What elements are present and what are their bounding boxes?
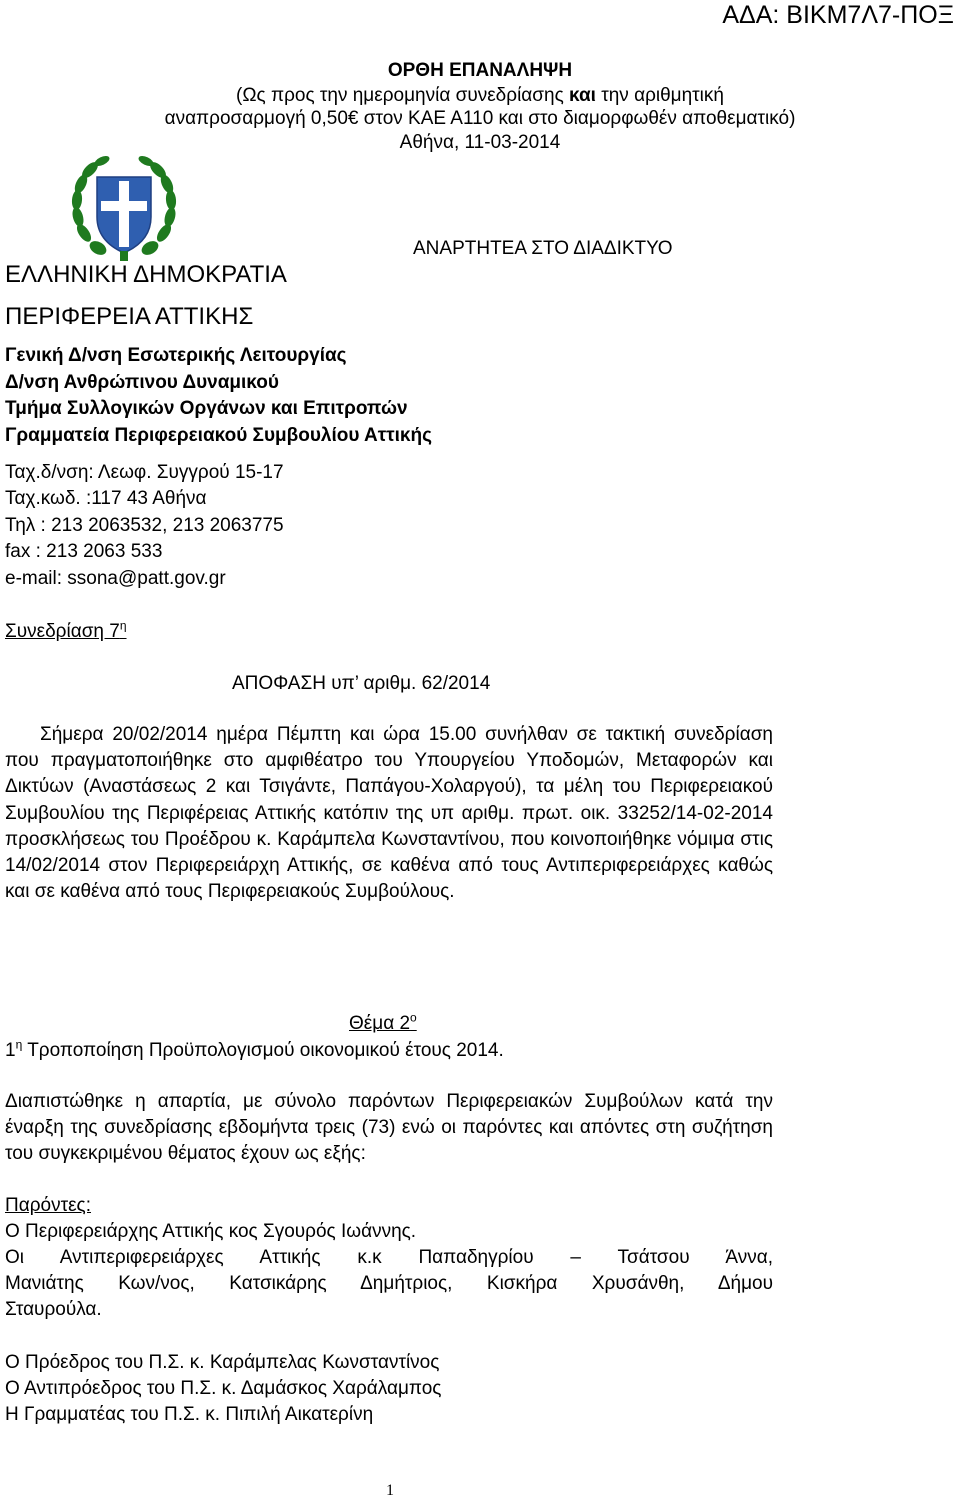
dept-line-1: Γενική Δ/νση Εσωτερικής Λειτουργίας: [5, 345, 347, 366]
address-fax: fax : 213 2063 533: [5, 541, 163, 562]
header-note-line1: (Ως προς την ημερομηνία συνεδρίασης και την αριθμητική: [236, 85, 724, 106]
topic-label: Θέμα $2^o$: [349, 1010, 417, 1034]
quorum-paragraph: Διαπιστώθηκε η απαρτία, με σύνολο παρόντων Περιφερειακών Συμβούλων κατά την έναρξη της συνεδρίασης εβδομήντα τρεις (73) ενώ οι παρόντες και απόντες στη συζήτηση του συγκεκριμένου θέματος έχουν ως εξής:: [5, 1091, 773, 1165]
present-governor: Ο Περιφερειάρχης Αττικής κος Σγουρός Ιωάννης.: [5, 1221, 417, 1242]
republic-heading: ΕΛΛΗΝΙΚΗ ΔΗΜΟΚΡΑΤΙΑ: [5, 261, 287, 288]
intro-paragraph: Σήμερα 20/02/2014 ημέρα Πέμπτη και ώρα 15.00 συνήλθαν σε τακτική συνεδρίαση που πραγματοποιήθηκε στο αμφιθέατρο του Υπουργείου Υποδομών, Μεταφορών και Δικτύων (Αναστάσεως 2 και Τσιγάντε, Παπάγου-Χολαργού), τα μέλη του Περιφερειακού Συμβουλίου της Περιφέρειας Αττικής κατόπιν της υπ αριθμ. πρωτ. οικ. 33252/14-02-2014 προσκλήσεως του Προέδρου κ. Καράμπελα Κωνσταντίνου, που κοινοποιήθηκε νόμιμα στις 14/02/2014 στον Περιφερειάρχη Αττικής, σε καθένα από τους Αντιπεριφερειάρχες καθώς και σε καθένα από τους Περιφερειακούς Συμβούλους.: [5, 724, 773, 903]
address-email: e-mail: ssona@patt.gov.gr: [5, 568, 226, 589]
officer-president: Ο Πρόεδρος του Π.Σ. κ. Καράμπελας Κωνσταντίνος: [5, 1352, 440, 1373]
topic-title: $1^\eta$ Τροποποίηση Προϋπολογισμού οικονομικού έτους 2014.: [5, 1037, 504, 1061]
session-label: Συνεδρίαση $7^\eta$: [5, 618, 127, 642]
present-vice-line-3: Σταυρούλα.: [5, 1299, 102, 1320]
address-phone: Τηλ : 213 2063532, 213 2063775: [5, 515, 284, 536]
address-postcode: Ταχ.κωδ. :117 43 Αθήνα: [5, 488, 207, 509]
decision-number: ΑΠΟΦΑΣΗ υπ’ αριθμ. 62/2014: [232, 673, 491, 694]
page-number: 1: [386, 1482, 394, 1499]
address-street: Ταχ.δ/νση: Λεωφ. Συγγρού 15-17: [5, 462, 284, 483]
dept-line-3: Τμήμα Συλλογικών Οργάνων και Επιτροπών: [5, 398, 408, 419]
ada-code: ΑΔΑ: ΒΙΚΜ7Λ7-ΠΟΞ: [722, 1, 954, 29]
officer-vice-president: Ο Αντιπρόεδρος του Π.Σ. κ. Δαμάσκος Χαράλαμπος: [5, 1378, 442, 1399]
present-vice-line-1: Οι Αντιπεριφερειάρχες Αττικής κ.κ Παπαδηγρίου – Τσάτσου Άννα,: [5, 1247, 773, 1268]
publish-note: ΑΝΑΡΤΗΤΕΑ ΣΤΟ ΔΙΑΔΙΚΤΥΟ: [413, 238, 673, 259]
region-heading: ΠΕΡΙΦΕΡΕΙΑ ΑΤΤΙΚΗΣ: [5, 303, 254, 330]
officer-secretary: Η Γραμματέας του Π.Σ. κ. Πιπιλή Αικατερίνη: [5, 1404, 374, 1425]
dept-line-2: Δ/νση Ανθρώπινου Δυναμικού: [5, 372, 279, 393]
header-note-line2: αναπροσαρμογή 0,50€ στον ΚΑΕ Α110 και στο διαμορφωθέν αποθεματικό): [164, 108, 796, 129]
greek-emblem-icon: [70, 155, 178, 265]
doc-title: ΟΡΘΗ ΕΠΑΝΑΛΗΨΗ: [387, 60, 573, 81]
present-vice-line-2: Μανιάτης Κων/νος, Κατσικάρης Δημήτριος, Κισκήρα Χρυσάνθη, Δήμου: [5, 1273, 773, 1294]
header-date: Αθήνα, 11-03-2014: [399, 132, 561, 153]
dept-line-4: Γραμματεία Περιφερειακού Συμβουλίου Αττικής: [5, 425, 433, 446]
present-heading: Παρόντες:: [5, 1195, 91, 1216]
